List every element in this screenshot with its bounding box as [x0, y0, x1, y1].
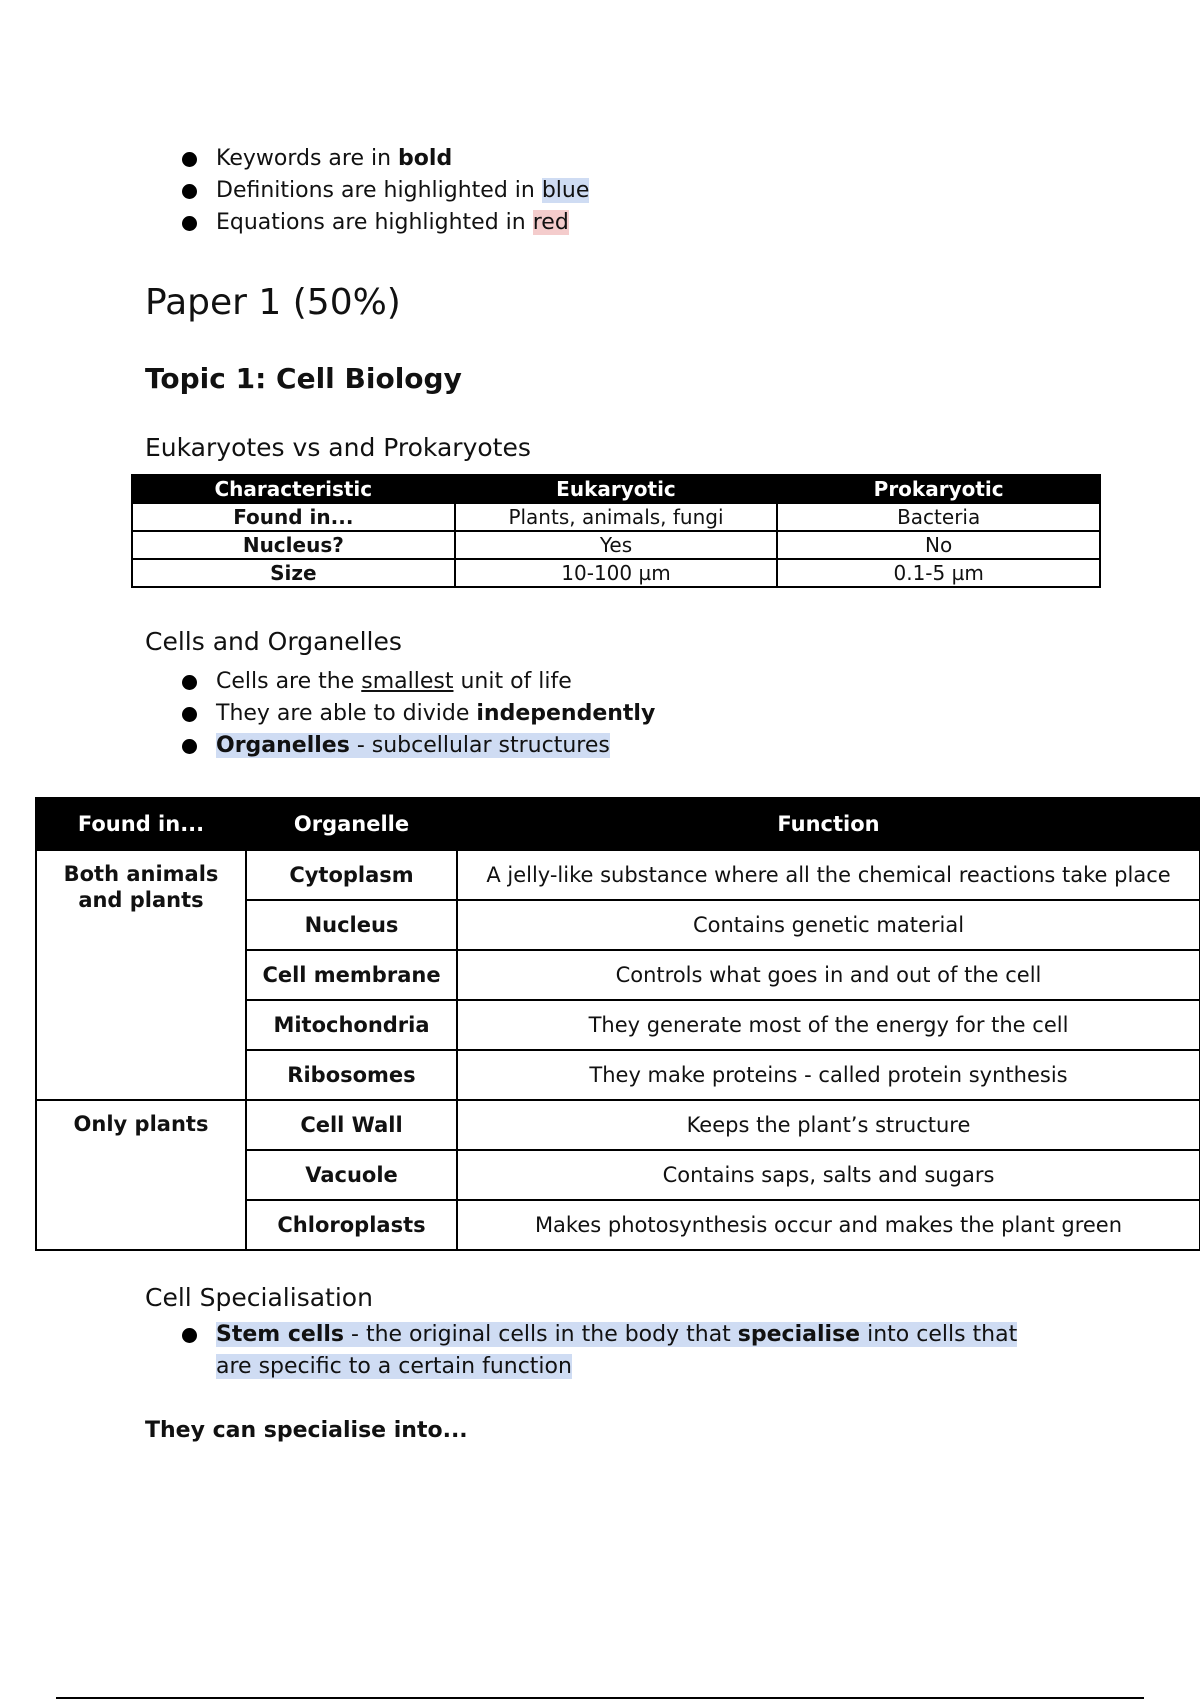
table-row	[36, 850, 1200, 900]
table-row	[132, 503, 1100, 531]
row-label: Nucleus?	[132, 531, 455, 559]
list-item: They are able to divide independently	[144, 698, 1044, 730]
table-row	[132, 531, 1100, 559]
bullet-icon	[182, 739, 197, 754]
table-cell: Plants, animals, fungi	[455, 503, 778, 531]
organelle-function: Makes photosynthesis occur and makes the plant green	[457, 1200, 1200, 1250]
organelle-function: Keeps the plant’s structure	[457, 1100, 1200, 1150]
table-cell: No	[777, 531, 1100, 559]
bullet-icon	[182, 1328, 197, 1343]
organelle-function: Controls what goes in and out of the cell	[457, 950, 1200, 1000]
definition-highlight: Stem cells - the original cells in the body that specialise into cells that are specific to a certain function	[216, 1322, 1018, 1379]
bullet-icon	[182, 675, 197, 690]
table-cell: Yes	[455, 531, 778, 559]
bullet-icon	[182, 216, 197, 231]
group-label-plants: Only plants	[36, 1100, 246, 1250]
organelle-function: Contains genetic material	[457, 900, 1200, 950]
organelle-name: Cytoplasm	[246, 850, 457, 900]
organelle-name: Cell membrane	[246, 950, 457, 1000]
organelle-name: Ribosomes	[246, 1050, 457, 1100]
table-cell: 0.1-5 µm	[777, 559, 1100, 587]
organelle-function: Contains saps, salts and sugars	[457, 1150, 1200, 1200]
bullet-icon	[182, 184, 197, 199]
legend-item-blue: Definitions are highlighted in blue	[144, 175, 1044, 207]
table-row	[36, 1100, 1200, 1150]
specialisation-heading: Cell Specialisation	[145, 1283, 373, 1312]
eukpro-heading: Eukaryotes vs and Prokaryotes	[145, 433, 531, 462]
bullet-icon	[182, 152, 197, 167]
organelle-function: A jelly-like substance where all the chemical reactions take place	[457, 850, 1200, 900]
organelle-function: They make proteins - called protein synthesis	[457, 1050, 1200, 1100]
legend-list	[144, 143, 1044, 239]
organelle-name: Nucleus	[246, 900, 457, 950]
cells-list	[144, 666, 1044, 762]
legend-item-bold: Keywords are in bold	[144, 143, 1044, 175]
paper-title: Paper 1 (50%)	[145, 282, 401, 323]
table-cell: 10-100 µm	[455, 559, 778, 587]
organelle-function: They generate most of the energy for the cell	[457, 1000, 1200, 1050]
specialisation-list	[144, 1319, 1044, 1383]
organelle-name: Mitochondria	[246, 1000, 457, 1050]
group-label-both: Both animals and plants	[36, 850, 246, 1100]
organelles-table	[35, 797, 1200, 1251]
list-item	[144, 730, 1044, 762]
row-label: Found in...	[132, 503, 455, 531]
footer-divider	[56, 1697, 1144, 1699]
row-label: Size	[132, 559, 455, 587]
legend-item-red: Equations are highlighted in red	[144, 207, 1044, 239]
table-header-row	[36, 798, 1200, 850]
column-header: Organelle	[246, 798, 457, 850]
topic-title: Topic 1: Cell Biology	[145, 362, 462, 395]
organelle-name: Cell Wall	[246, 1100, 457, 1150]
table-header-row	[132, 475, 1100, 503]
bullet-icon	[182, 707, 197, 722]
eukpro-table	[131, 474, 1101, 588]
list-item	[144, 1319, 1044, 1383]
closing-text: They can specialise into...	[145, 1418, 468, 1443]
column-header: Prokaryotic	[777, 475, 1100, 503]
list-item: Cells are the smallest unit of life	[144, 666, 1044, 698]
column-header: Eukaryotic	[455, 475, 778, 503]
cells-heading: Cells and Organelles	[145, 627, 402, 656]
organelle-name: Chloroplasts	[246, 1200, 457, 1250]
column-header: Function	[457, 798, 1200, 850]
column-header: Found in...	[36, 798, 246, 850]
organelle-name: Vacuole	[246, 1150, 457, 1200]
table-cell: Bacteria	[777, 503, 1100, 531]
table-row	[132, 559, 1100, 587]
definition-highlight: Organelles - subcellular structures	[216, 733, 610, 758]
column-header: Characteristic	[132, 475, 455, 503]
